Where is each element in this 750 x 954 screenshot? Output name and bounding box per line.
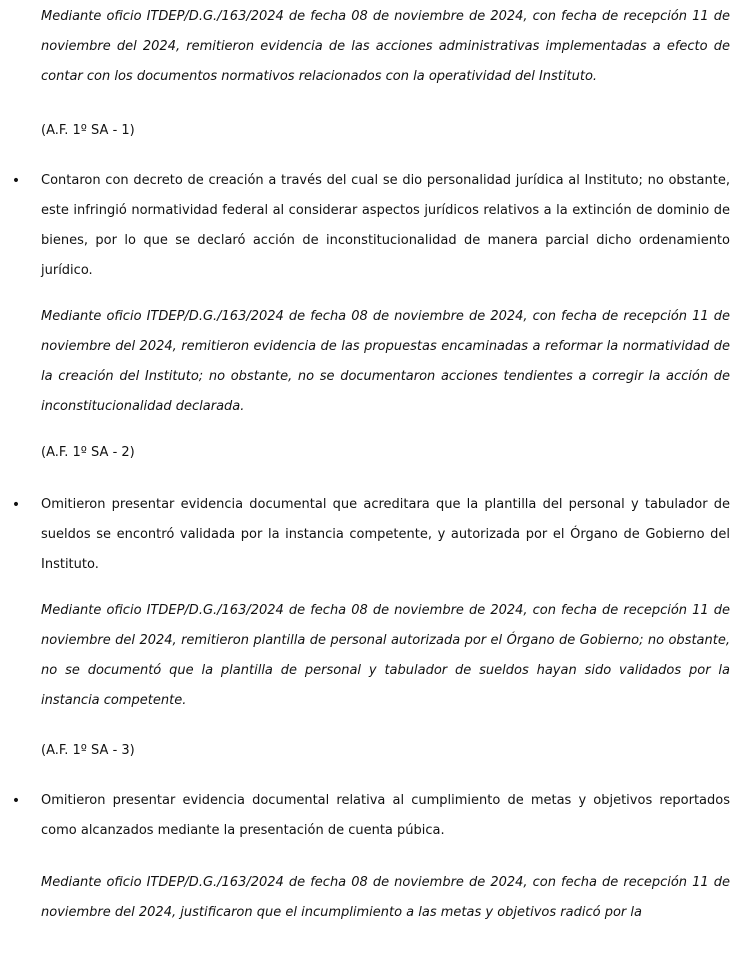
bullet-item-metas: Omitieron presentar evidencia documental relativa al cumplimiento de metas y objetivos reportados como alcanzados mediante la presentación de cuenta púbica. [41,793,730,838]
reference-af-3: (A.F. 1º SA - 3) [41,743,135,758]
bullet-item-decreto: Contaron con decreto de creación a través del cual se dio personalidad jurídica al Instituto; no obstante, este infringió normatividad federal al considerar aspectos jurídicos relativos a la extinción de dominio de bienes, por lo que se declaró acción de inconstitucionalidad de manera parcial dicho ordenamiento jurídico. [41,173,730,278]
bullet-icon: • [11,497,21,513]
reference-af-1: (A.F. 1º SA - 1) [41,123,135,138]
paragraph-oficio-2: Mediante oficio ITDEP/D.G./163/2024 de fecha 08 de noviembre de 2024, con fecha de recepción 11 de noviembre del 2024, remitieron evidencia de las propuestas encaminadas a reformar la normatividad de la creación del Instituto; no obstante, no se documentaron acciones tendientes a corregir la acción de inconstitucionalidad declarada. [41,309,730,414]
paragraph-oficio-4: Mediante oficio ITDEP/D.G./163/2024 de fecha 08 de noviembre de 2024, con fecha de recepción 11 de noviembre del 2024, justificaron que el incumplimiento a las metas y objetivos radicó por la [41,875,730,920]
bullet-item-plantilla: Omitieron presentar evidencia documental que acreditara que la plantilla del personal y tabulador de sueldos se encontró validada por la instancia competente, y autorizada por el Órgano de Gobierno del Instituto. [41,497,730,572]
bullet-icon: • [11,793,21,809]
paragraph-oficio-1: Mediante oficio ITDEP/D.G./163/2024 de fecha 08 de noviembre de 2024, con fecha de recepción 11 de noviembre del 2024, remitieron evidencia de las acciones administrativas implementadas a efecto de contar con los documentos normativos relacionados con la operatividad del Instituto. [41,9,730,84]
bullet-icon: • [11,173,21,189]
reference-af-2: (A.F. 1º SA - 2) [41,445,135,460]
paragraph-oficio-3: Mediante oficio ITDEP/D.G./163/2024 de fecha 08 de noviembre de 2024, con fecha de recepción 11 de noviembre del 2024, remitieron plantilla de personal autorizada por el Órgano de Gobierno; no obstante, no se documentó que la plantilla de personal y tabulador de sueldos hayan sido validados por la instancia competente. [41,603,730,708]
